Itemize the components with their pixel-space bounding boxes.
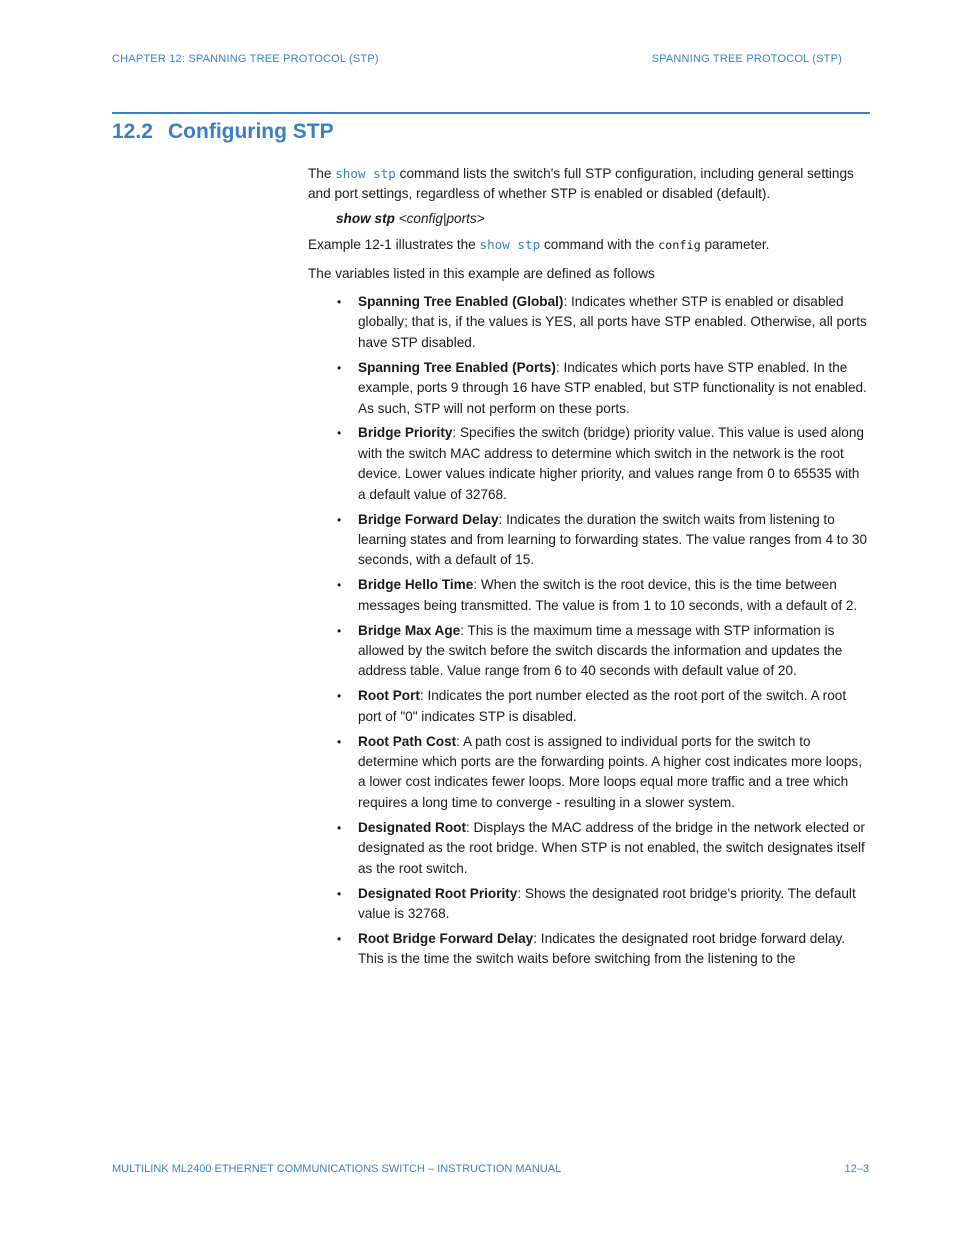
definition-term: Spanning Tree Enabled (Global) [358, 294, 564, 310]
syntax-args: <config|ports> [394, 210, 485, 226]
definition-text: : Indicates the duration the switch waits from listening to learning states and from learning to forwarding states. The value ranges from 4 to 30 seconds, with a default of 15. [358, 511, 868, 568]
bullet-icon: • [337, 360, 342, 375]
definition-text: : Indicates the designated root bridge forward delay. This is the time the switch waits before switching from the listening to the [358, 930, 846, 967]
section-divider [112, 112, 870, 114]
definition-text: : Specifies the switch (bridge) priority value. This value is used along with the switch MAC address to determine which switch in the network is the root device. Lower values indicate higher priority, and values range from 0 to 65535 with a default value of 32768. [358, 425, 864, 502]
example-post: parameter. [700, 237, 770, 253]
command-syntax [336, 209, 870, 229]
definition-term: Bridge Max Age [358, 622, 461, 638]
inline-command: show stp [335, 166, 396, 181]
running-header-chapter: CHAPTER 12: SPANNING TREE PROTOCOL (STP) [112, 53, 379, 65]
bullet-icon: • [337, 931, 342, 946]
definition-term: Bridge Forward Delay [358, 511, 499, 527]
intro-paragraph [308, 164, 870, 205]
definition-text: : A path cost is assigned to individual ports for the switch to determine which ports are the forwarding points. A higher cost indicates more loops, a lower cost indicates fewer loops. More loops equal more traffic and a tree which requires a long time to converge - resulting in a slower system. [358, 733, 862, 810]
bullet-icon: • [337, 886, 342, 901]
example-paragraph [308, 235, 870, 255]
example-pre: Example 12-1 illustrates the [308, 237, 480, 253]
definition-term: Designated Root Priority [358, 885, 518, 901]
list-item [337, 621, 870, 682]
definition-term: Bridge Hello Time [358, 577, 474, 593]
definition-term: Root Bridge Forward Delay [358, 930, 534, 946]
list-item [337, 575, 870, 616]
list-item [337, 423, 870, 505]
section-heading [112, 120, 334, 144]
bullet-icon: • [337, 734, 342, 749]
section-number: 12.2 [112, 120, 153, 143]
example-mid: command with the [540, 237, 659, 253]
footer-page-number: 12–3 [844, 1163, 869, 1175]
example-command: show stp [479, 237, 541, 253]
footer-manual-title: MULTILINK ML2400 ETHERNET COMMUNICATIONS SWITCH – INSTRUCTION MANUAL [112, 1163, 562, 1175]
section-body [308, 164, 870, 974]
list-item [337, 884, 870, 925]
definition-text: : Indicates which ports have STP enabled. In the example, ports 9 through 16 have STP enabled, but STP functionality is not enabled. As such, STP will not perform on these ports. [358, 359, 867, 416]
definition-list [308, 292, 870, 970]
definition-text: : This is the maximum time a message with STP information is allowed by the switch before the switch discards the information and updates the address table. Value range from 6 to 40 seconds with default value of 20. [358, 622, 843, 679]
definition-text: : Displays the MAC address of the bridge in the network elected or designated as the root bridge. When STP is not enabled, the switch designates itself as the root switch. [358, 819, 865, 876]
definition-text: : Shows the designated root bridge's priority. The default value is 32768. [358, 885, 856, 921]
bullet-icon: • [337, 820, 342, 835]
syntax-command: show stp [336, 210, 395, 226]
definition-text: : Indicates whether STP is enabled or disabled globally; that is, if the values is YES, all ports have STP enabled. Otherwise, all ports have STP disabled. [358, 294, 867, 350]
list-item [337, 929, 870, 970]
definition-text: : When the switch is the root device, this is the time between messages being transmitted. The value is from 1 to 10 seconds, with a default of 2. [358, 577, 858, 613]
bullet-icon: • [337, 426, 342, 441]
list-item [337, 732, 870, 814]
definition-term: Spanning Tree Enabled (Ports) [358, 359, 556, 375]
list-item [337, 358, 870, 419]
definition-text: : Indicates the port number elected as the root port of the switch. A root port of "0" indicates STP is disabled. [358, 688, 847, 724]
running-header-section: SPANNING TREE PROTOCOL (STP) [651, 53, 842, 65]
list-item [337, 818, 870, 879]
bullet-icon: • [337, 689, 342, 704]
variables-intro: The variables listed in this example are defined as follows [308, 265, 655, 281]
definition-term: Designated Root [358, 819, 466, 835]
section-title: Configuring STP [168, 120, 334, 143]
list-item [337, 510, 870, 571]
definition-term: Root Port [358, 688, 420, 704]
definition-term: Bridge Priority [358, 425, 453, 441]
example-param: config [658, 238, 701, 253]
bullet-icon: • [337, 578, 342, 593]
bullet-icon: • [337, 295, 342, 310]
bullet-icon: • [337, 512, 342, 527]
bullet-icon: • [337, 623, 342, 638]
intro-pre: The [308, 166, 336, 181]
list-item [337, 292, 870, 353]
list-item [337, 686, 870, 727]
intro-post: command lists the switch's full STP configuration, including general settings and port settings, regardless of whether STP is enabled or disabled (default). [308, 166, 854, 202]
definition-term: Root Path Cost [358, 733, 457, 749]
